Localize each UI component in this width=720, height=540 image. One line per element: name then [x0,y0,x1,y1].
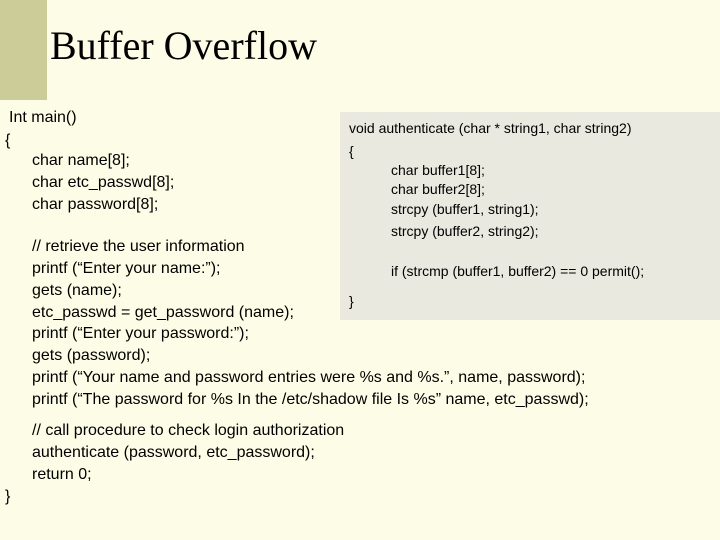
auth-code-line: char buffer1[8]; [391,162,485,178]
authenticate-code-panel [340,112,720,320]
auth-code-line: strcpy (buffer1, string1); [391,201,539,217]
main-code-line: char password[8]; [32,196,159,213]
auth-code-line: if (strcmp (buffer1, buffer2) == 0 permit(); [391,263,645,279]
main-code-line: // call procedure to check login authorization [32,422,345,439]
accent-bar [0,0,47,100]
auth-code-line: } [349,293,354,309]
slide-title: Buffer Overflow [50,23,317,68]
main-code-line: // retrieve the user information [32,238,245,255]
main-code-line: gets (name); [32,282,122,299]
main-code-line: char etc_passwd[8]; [32,174,175,191]
main-code-line: printf (“Enter your name:”); [32,260,221,277]
main-code-line: etc_passwd = get_password (name); [32,304,294,321]
main-code-line: Int main() [9,109,77,126]
main-code-line: gets (password); [32,347,151,364]
auth-code-line: { [349,143,354,159]
auth-code-line: void authenticate (char * string1, char string2) [349,120,632,136]
main-code-line: { [5,132,11,149]
main-code-line: return 0; [32,466,92,483]
main-code-line: printf (“Your name and password entries were %s and %s.”, name, password); [32,369,586,386]
main-code-line: char name[8]; [32,152,130,169]
auth-code-line: char buffer2[8]; [391,181,485,197]
main-code-line: authenticate (password, etc_password); [32,444,315,461]
main-code-line: } [5,488,11,505]
main-code-line: printf (“The password for %s In the /etc/shadow file Is %s” name, etc_passwd); [32,391,589,408]
auth-code-line: strcpy (buffer2, string2); [391,223,539,239]
main-code-line: printf (“Enter your password:”); [32,325,249,342]
